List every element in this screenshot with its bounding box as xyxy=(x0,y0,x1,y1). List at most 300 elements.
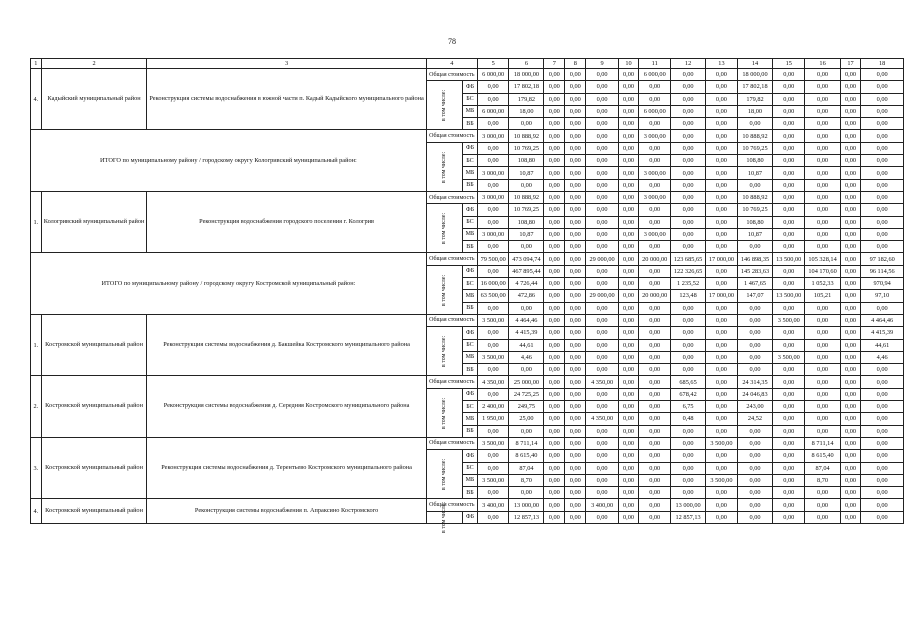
value-cell: 249,75 xyxy=(509,401,544,413)
value-cell: 0,00 xyxy=(477,93,509,105)
value-cell: 10 769,25 xyxy=(509,204,544,216)
value-cell: 0,00 xyxy=(565,499,586,511)
value-cell: 0,00 xyxy=(565,314,586,326)
value-cell: 3 500,00 xyxy=(477,314,509,326)
value-cell: 0,00 xyxy=(773,462,805,474)
col-header: 6 xyxy=(509,59,544,69)
value-cell: 108,80 xyxy=(737,155,772,167)
value-cell: 10 769,25 xyxy=(737,204,772,216)
value-cell: 0,00 xyxy=(586,511,618,523)
value-cell: 0,00 xyxy=(671,474,706,486)
value-cell: 0,00 xyxy=(805,69,840,81)
value-cell: 0,00 xyxy=(565,388,586,400)
value-cell: 0,00 xyxy=(618,364,638,376)
value-cell: 0,00 xyxy=(671,130,706,142)
value-cell: 18 000,00 xyxy=(737,69,772,81)
value-cell: 0,00 xyxy=(544,487,565,499)
municipality-cell: Кологривский муниципальный район xyxy=(41,191,147,252)
value-cell: 104 170,60 xyxy=(805,265,840,277)
value-cell: 0,00 xyxy=(861,388,904,400)
value-cell: 0,00 xyxy=(544,228,565,240)
page-number: 78 xyxy=(448,37,456,46)
value-cell: 0,00 xyxy=(840,401,861,413)
value-cell: 0,00 xyxy=(586,339,618,351)
value-cell: 0,00 xyxy=(565,228,586,240)
value-cell: 0,00 xyxy=(705,388,737,400)
value-cell: 0,00 xyxy=(737,364,772,376)
col-header: 5 xyxy=(477,59,509,69)
value-cell: 0,00 xyxy=(544,142,565,154)
municipality-cell: Кадыйский муниципальный район xyxy=(41,69,147,130)
value-cell: 0,00 xyxy=(773,511,805,523)
value-cell: 0,00 xyxy=(840,105,861,117)
value-cell: 0,00 xyxy=(586,364,618,376)
value-cell: 0,00 xyxy=(565,130,586,142)
value-cell: 0,00 xyxy=(477,241,509,253)
value-cell: 0,00 xyxy=(639,278,671,290)
in-that-number-label xyxy=(426,388,462,437)
value-cell: 12 857,13 xyxy=(671,511,706,523)
value-cell: 0,00 xyxy=(840,278,861,290)
value-cell: 0,00 xyxy=(861,302,904,314)
value-cell: 4 464,46 xyxy=(861,314,904,326)
value-cell: 0,00 xyxy=(586,302,618,314)
value-cell: 0,00 xyxy=(840,216,861,228)
value-cell: 0,00 xyxy=(773,81,805,93)
value-cell: 0,00 xyxy=(861,130,904,142)
value-cell: 473 094,74 xyxy=(509,253,544,265)
value-cell: 12 857,13 xyxy=(509,511,544,523)
value-cell: 0,00 xyxy=(737,450,772,462)
source-label: ВБ xyxy=(463,118,478,130)
value-cell: 0,00 xyxy=(671,216,706,228)
value-cell: 0,00 xyxy=(840,450,861,462)
value-cell: 0,00 xyxy=(509,487,544,499)
value-cell: 0,00 xyxy=(705,351,737,363)
value-cell: 0,00 xyxy=(477,327,509,339)
value-cell: 0,00 xyxy=(477,450,509,462)
value-cell: 0,00 xyxy=(773,327,805,339)
value-cell: 3 500,00 xyxy=(705,474,737,486)
value-cell: 0,00 xyxy=(737,351,772,363)
value-cell: 8 711,14 xyxy=(805,437,840,449)
value-cell: 8 711,14 xyxy=(509,437,544,449)
value-cell: 0,00 xyxy=(705,278,737,290)
value-cell: 13 500,00 xyxy=(773,290,805,302)
value-cell: 2 400,00 xyxy=(477,401,509,413)
value-cell: 0,00 xyxy=(544,130,565,142)
value-cell: 0,00 xyxy=(773,487,805,499)
value-cell: 0,00 xyxy=(671,351,706,363)
value-cell: 0,00 xyxy=(805,401,840,413)
value-cell: 0,00 xyxy=(509,364,544,376)
item-number: 3. xyxy=(31,437,42,498)
value-cell: 3 000,00 xyxy=(477,130,509,142)
value-cell: 0,00 xyxy=(805,413,840,425)
value-cell: 0,00 xyxy=(565,93,586,105)
value-cell: 0,00 xyxy=(477,302,509,314)
value-cell: 0,00 xyxy=(618,81,638,93)
source-label: ФБ xyxy=(463,450,478,462)
value-cell: 0,00 xyxy=(773,499,805,511)
source-label: ФБ xyxy=(463,204,478,216)
value-cell: 0,00 xyxy=(705,130,737,142)
value-cell: 87,04 xyxy=(805,462,840,474)
in-that-number-label xyxy=(426,142,462,191)
value-cell: 0,00 xyxy=(705,302,737,314)
value-cell: 0,00 xyxy=(565,511,586,523)
value-cell: 0,00 xyxy=(773,155,805,167)
value-cell: 0,00 xyxy=(565,241,586,253)
value-cell: 0,00 xyxy=(618,511,638,523)
value-cell: 0,00 xyxy=(861,364,904,376)
col-header: 10 xyxy=(618,59,638,69)
value-cell: 0,00 xyxy=(705,142,737,154)
value-cell: 0,00 xyxy=(565,413,586,425)
value-cell: 0,00 xyxy=(618,130,638,142)
value-cell: 0,00 xyxy=(805,191,840,203)
source-label: ВБ xyxy=(463,302,478,314)
value-cell: 4 415,39 xyxy=(509,327,544,339)
in-that-number-label xyxy=(426,327,462,376)
value-cell: 0,00 xyxy=(477,216,509,228)
value-cell: 96 114,56 xyxy=(861,265,904,277)
value-cell: 0,00 xyxy=(840,179,861,191)
value-cell: 0,00 xyxy=(805,388,840,400)
value-cell: 0,00 xyxy=(805,155,840,167)
value-cell: 0,00 xyxy=(618,241,638,253)
value-cell: 0,00 xyxy=(705,401,737,413)
value-cell: 0,00 xyxy=(861,499,904,511)
source-label: ВБ xyxy=(463,364,478,376)
source-label: МБ xyxy=(463,228,478,240)
value-cell: 0,00 xyxy=(773,191,805,203)
value-cell: 0,00 xyxy=(586,81,618,93)
item-number: 1. xyxy=(31,314,42,375)
value-cell: 0,00 xyxy=(639,118,671,130)
value-cell: 18,00 xyxy=(509,105,544,117)
value-cell: 0,00 xyxy=(565,474,586,486)
value-cell: 0,00 xyxy=(737,437,772,449)
value-cell: 3 000,00 xyxy=(477,228,509,240)
value-cell: 0,00 xyxy=(639,93,671,105)
value-cell: 10 888,92 xyxy=(509,191,544,203)
source-label: МБ xyxy=(463,105,478,117)
value-cell: 0,00 xyxy=(565,253,586,265)
value-cell: 0,00 xyxy=(586,401,618,413)
value-cell: 0,00 xyxy=(773,425,805,437)
in-that-number-text: в том числе: xyxy=(440,274,447,306)
value-cell: 0,00 xyxy=(565,155,586,167)
value-cell: 0,00 xyxy=(544,179,565,191)
value-cell: 0,00 xyxy=(639,437,671,449)
table-row xyxy=(31,376,904,388)
value-cell: 0,00 xyxy=(773,388,805,400)
value-cell: 0,00 xyxy=(805,376,840,388)
value-cell: 0,00 xyxy=(805,179,840,191)
value-cell: 0,00 xyxy=(737,327,772,339)
value-cell: 0,00 xyxy=(618,327,638,339)
value-cell: 122 326,65 xyxy=(671,265,706,277)
value-cell: 20 000,00 xyxy=(639,290,671,302)
value-cell: 0,00 xyxy=(477,204,509,216)
value-cell: 0,00 xyxy=(840,118,861,130)
value-cell: 0,00 xyxy=(773,105,805,117)
value-cell: 0,00 xyxy=(840,462,861,474)
value-cell: 147,07 xyxy=(737,290,772,302)
source-label: МБ xyxy=(463,474,478,486)
value-cell: 0,00 xyxy=(477,265,509,277)
budget-table xyxy=(30,58,904,534)
value-cell: 8,70 xyxy=(805,474,840,486)
value-cell: 0,00 xyxy=(840,487,861,499)
value-cell: 20 000,00 xyxy=(639,253,671,265)
col-header: 14 xyxy=(737,59,772,69)
total-cost-label: Общая стоимость xyxy=(426,499,477,511)
value-cell: 0,00 xyxy=(773,69,805,81)
value-cell: 0,00 xyxy=(671,228,706,240)
value-cell: 0,00 xyxy=(861,425,904,437)
value-cell: 0,00 xyxy=(737,425,772,437)
value-cell: 0,00 xyxy=(618,167,638,179)
value-cell: 0,00 xyxy=(773,228,805,240)
value-cell: 0,00 xyxy=(544,81,565,93)
value-cell: 0,00 xyxy=(861,241,904,253)
value-cell: 0,00 xyxy=(805,81,840,93)
value-cell: 0,00 xyxy=(618,302,638,314)
value-cell: 0,00 xyxy=(477,339,509,351)
value-cell: 0,00 xyxy=(805,364,840,376)
value-cell: 0,00 xyxy=(639,376,671,388)
value-cell: 0,00 xyxy=(840,314,861,326)
value-cell: 0,00 xyxy=(544,290,565,302)
value-cell: 0,00 xyxy=(618,118,638,130)
value-cell: 179,82 xyxy=(737,93,772,105)
value-cell: 6,75 xyxy=(671,401,706,413)
value-cell: 0,00 xyxy=(565,487,586,499)
value-cell: 0,00 xyxy=(861,376,904,388)
value-cell: 0,00 xyxy=(509,118,544,130)
value-cell: 17 802,18 xyxy=(509,81,544,93)
value-cell: 0,00 xyxy=(861,179,904,191)
value-cell: 0,00 xyxy=(565,425,586,437)
value-cell: 0,00 xyxy=(639,450,671,462)
in-that-number-text: в том числе: xyxy=(440,90,447,122)
col-header: 3 xyxy=(147,59,426,69)
value-cell: 0,00 xyxy=(805,339,840,351)
value-cell: 0,00 xyxy=(586,462,618,474)
value-cell: 0,00 xyxy=(805,302,840,314)
value-cell: 0,00 xyxy=(639,179,671,191)
value-cell: 0,00 xyxy=(586,351,618,363)
value-cell: 0,00 xyxy=(565,351,586,363)
value-cell: 0,00 xyxy=(618,487,638,499)
value-cell: 0,00 xyxy=(861,487,904,499)
value-cell: 0,00 xyxy=(544,278,565,290)
source-label: БС xyxy=(463,93,478,105)
value-cell: 0,00 xyxy=(861,105,904,117)
value-cell: 0,00 xyxy=(565,191,586,203)
value-cell: 0,00 xyxy=(773,302,805,314)
item-number: 4. xyxy=(31,499,42,524)
value-cell: 0,00 xyxy=(861,69,904,81)
value-cell: 0,00 xyxy=(705,364,737,376)
col-header: 2 xyxy=(41,59,147,69)
value-cell: 8,70 xyxy=(509,474,544,486)
value-cell: 3 500,00 xyxy=(477,437,509,449)
value-cell: 243,00 xyxy=(737,401,772,413)
value-cell: 0,00 xyxy=(840,376,861,388)
value-cell: 0,00 xyxy=(565,204,586,216)
value-cell: 0,00 xyxy=(477,487,509,499)
value-cell: 0,00 xyxy=(773,204,805,216)
value-cell: 0,00 xyxy=(705,499,737,511)
col-header: 15 xyxy=(773,59,805,69)
value-cell: 0,00 xyxy=(586,142,618,154)
value-cell: 8 615,40 xyxy=(509,450,544,462)
value-cell: 0,00 xyxy=(618,462,638,474)
value-cell: 0,00 xyxy=(840,155,861,167)
value-cell: 0,00 xyxy=(586,314,618,326)
value-cell: 0,00 xyxy=(639,511,671,523)
value-cell: 16 000,00 xyxy=(477,278,509,290)
value-cell: 0,00 xyxy=(544,401,565,413)
value-cell: 0,00 xyxy=(805,241,840,253)
value-cell: 0,00 xyxy=(544,167,565,179)
value-cell: 10,87 xyxy=(509,167,544,179)
value-cell: 0,00 xyxy=(544,364,565,376)
value-cell: 0,00 xyxy=(805,228,840,240)
value-cell: 3 500,00 xyxy=(477,474,509,486)
value-cell: 79 500,00 xyxy=(477,253,509,265)
value-cell: 0,00 xyxy=(671,314,706,326)
value-cell: 123,48 xyxy=(671,290,706,302)
value-cell: 1 950,00 xyxy=(477,413,509,425)
value-cell: 0,00 xyxy=(861,228,904,240)
source-label: ВБ xyxy=(463,241,478,253)
value-cell: 44,61 xyxy=(861,339,904,351)
value-cell: 678,42 xyxy=(671,388,706,400)
value-cell: 0,00 xyxy=(861,216,904,228)
value-cell: 0,00 xyxy=(773,437,805,449)
value-cell: 0,00 xyxy=(705,462,737,474)
value-cell: 0,00 xyxy=(544,388,565,400)
value-cell: 0,00 xyxy=(586,179,618,191)
value-cell: 10 888,92 xyxy=(509,130,544,142)
value-cell: 0,00 xyxy=(805,314,840,326)
value-cell: 0,00 xyxy=(805,142,840,154)
value-cell: 0,00 xyxy=(618,191,638,203)
value-cell: 0,00 xyxy=(618,155,638,167)
value-cell: 0,00 xyxy=(840,351,861,363)
value-cell: 0,00 xyxy=(618,314,638,326)
value-cell: 0,00 xyxy=(840,339,861,351)
col-header: 7 xyxy=(544,59,565,69)
source-label: ВБ xyxy=(463,425,478,437)
value-cell: 1 235,52 xyxy=(671,278,706,290)
in-that-number-label xyxy=(426,450,462,499)
in-that-number-label xyxy=(426,204,462,253)
value-cell: 0,00 xyxy=(671,81,706,93)
table-row xyxy=(31,130,904,142)
value-cell: 0,00 xyxy=(705,265,737,277)
value-cell: 0,00 xyxy=(544,302,565,314)
value-cell: 0,00 xyxy=(861,204,904,216)
value-cell: 0,00 xyxy=(477,462,509,474)
value-cell: 179,82 xyxy=(509,93,544,105)
value-cell: 0,00 xyxy=(705,327,737,339)
object-cell: Реконструкция системы водоснабжения д. Середняя Костромского муниципального района xyxy=(147,376,426,437)
value-cell: 29 000,00 xyxy=(586,290,618,302)
value-cell: 0,00 xyxy=(705,241,737,253)
value-cell: 0,00 xyxy=(586,474,618,486)
value-cell: 0,00 xyxy=(586,437,618,449)
value-cell: 0,00 xyxy=(544,462,565,474)
object-cell: Реконструкция системы водоснабжения п. Апраксино Костромского xyxy=(147,499,426,524)
value-cell: 0,00 xyxy=(565,437,586,449)
value-cell: 145 283,63 xyxy=(737,265,772,277)
value-cell: 0,00 xyxy=(805,351,840,363)
value-cell: 0,00 xyxy=(705,487,737,499)
source-label: БС xyxy=(463,155,478,167)
value-cell: 0,00 xyxy=(861,191,904,203)
value-cell: 0,00 xyxy=(671,93,706,105)
value-cell: 0,00 xyxy=(737,241,772,253)
value-cell: 0,00 xyxy=(805,425,840,437)
value-cell: 0,00 xyxy=(639,401,671,413)
value-cell: 0,00 xyxy=(544,314,565,326)
table-row xyxy=(31,191,904,203)
item-number: 1. xyxy=(31,191,42,252)
value-cell: 6 000,00 xyxy=(477,69,509,81)
value-cell: 0,00 xyxy=(737,118,772,130)
value-cell: 0,00 xyxy=(861,462,904,474)
value-cell: 0,00 xyxy=(544,351,565,363)
value-cell: 0,00 xyxy=(773,118,805,130)
value-cell: 0,00 xyxy=(671,69,706,81)
col-header: 1 xyxy=(31,59,42,69)
value-cell: 0,00 xyxy=(671,437,706,449)
value-cell: 0,00 xyxy=(565,339,586,351)
table-row xyxy=(31,69,904,81)
value-cell: 4,46 xyxy=(861,351,904,363)
value-cell: 0,00 xyxy=(773,450,805,462)
value-cell: 0,00 xyxy=(773,179,805,191)
value-cell: 0,00 xyxy=(639,413,671,425)
value-cell: 24 046,83 xyxy=(737,388,772,400)
value-cell: 0,00 xyxy=(773,216,805,228)
value-cell: 87,04 xyxy=(509,462,544,474)
value-cell: 0,00 xyxy=(639,216,671,228)
col-header: 11 xyxy=(639,59,671,69)
value-cell: 0,00 xyxy=(773,401,805,413)
value-cell: 0,00 xyxy=(840,228,861,240)
total-title: ИТОГО по муниципальному району / городскому округу Кологривский муниципальный район: xyxy=(31,130,427,191)
value-cell: 0,00 xyxy=(773,364,805,376)
value-cell: 10 769,25 xyxy=(737,142,772,154)
value-cell: 3 000,00 xyxy=(639,130,671,142)
value-cell: 0,00 xyxy=(544,155,565,167)
value-cell: 0,00 xyxy=(618,401,638,413)
table-row xyxy=(31,437,904,449)
value-cell: 108,80 xyxy=(509,216,544,228)
value-cell: 0,00 xyxy=(671,179,706,191)
value-cell: 0,00 xyxy=(618,351,638,363)
value-cell: 6 000,00 xyxy=(477,105,509,117)
value-cell: 10,87 xyxy=(737,167,772,179)
value-cell: 8 615,40 xyxy=(805,450,840,462)
value-cell: 0,00 xyxy=(639,241,671,253)
